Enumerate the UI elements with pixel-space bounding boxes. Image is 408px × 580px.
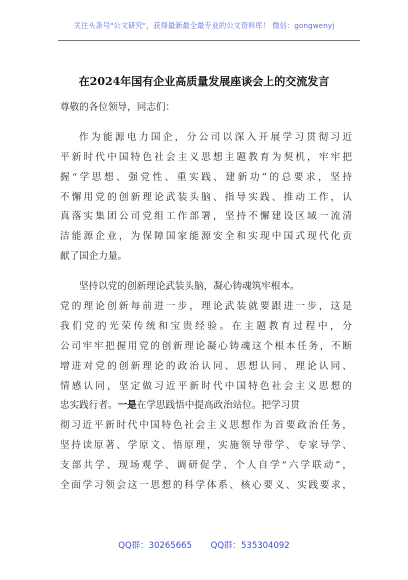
header-note: 关注头条号"公文研究"，获得最新最全最专业的公文资料库！ 微信：gongwenyj — [73, 21, 335, 30]
header-divider — [58, 40, 360, 41]
document-title: 在2024年国有企业高质量发展座谈会上的交流发言 — [78, 75, 330, 88]
paragraph-line: 真落实集团公司党组工作部署，坚持不懈建设区域一流清 — [60, 211, 352, 223]
paragraph-line: 全面学习领会这一思想的科学体系、核心要义、实践要求， — [60, 480, 352, 492]
paragraph-line: 我们党的光荣传统和宝贵经验。在主题教育过程中，分 — [60, 320, 352, 332]
footer — [0, 539, 408, 551]
paragraph-line: 公司牢牢把握用党的创新理论凝心铸魂这个根本任务，不断 — [60, 340, 352, 352]
paragraph-line: 支部共学、现场观学、调研促学、个人自学“六学联动”， — [60, 460, 352, 472]
paragraph-line: 平新时代中国特色社会主义思想主题教育为契机，牢牢把 — [60, 151, 352, 163]
paragraph-line: 坚持读原著、学原文、悟原理，实施领导带学、专家导学、 — [60, 440, 352, 452]
paragraph-text: 在学思践悟中提高政治站位。把学习贯 — [136, 400, 300, 412]
salutation: 尊敬的各位领导，同志们： — [60, 102, 176, 113]
point-marker: 一是 — [117, 400, 137, 412]
paragraph-2 — [60, 277, 352, 496]
paragraph-line: 不懈用党的创新理论武装头脑、指导实践、推动工作，认 — [60, 191, 352, 203]
paragraph-line: 作为能源电力国企，分公司以深入开展学习贯彻习近 — [79, 131, 352, 143]
section-heading: 坚持以党的创新理论武装头脑，凝心铸魂筑牢根本。 — [79, 281, 300, 293]
paragraph-line: 握“学思想、强党性、重实践、建新功”的总要求，坚持 — [60, 171, 352, 183]
paragraph-line: 洁能源企业，为保障国家能源安全和实现中国式现代化贡 — [60, 231, 352, 243]
paragraph-text: 忠实践行者。 — [60, 400, 118, 412]
paragraph-line: 党的理论创新每前进一步，理论武装就要跟进一步，这是 — [60, 301, 352, 313]
document-body — [60, 98, 352, 496]
paragraph-line: 彻习近平新时代中国特色社会主义思想作为首要政治任务， — [60, 420, 352, 432]
qq-group-2: QQ群：535304092 — [210, 541, 290, 551]
paragraph-1 — [60, 128, 352, 267]
paragraph-line: 增进对党的创新理论的政治认同、思想认同、理论认同、 — [60, 360, 352, 372]
paragraph-line: 献了国企力量。 — [60, 251, 128, 263]
paragraph-line: 情感认同，坚定做习近平新时代中国特色社会主义思想的 — [60, 380, 352, 392]
paragraph-line — [60, 396, 352, 416]
qq-group-1: QQ群：30265665 — [118, 541, 192, 551]
